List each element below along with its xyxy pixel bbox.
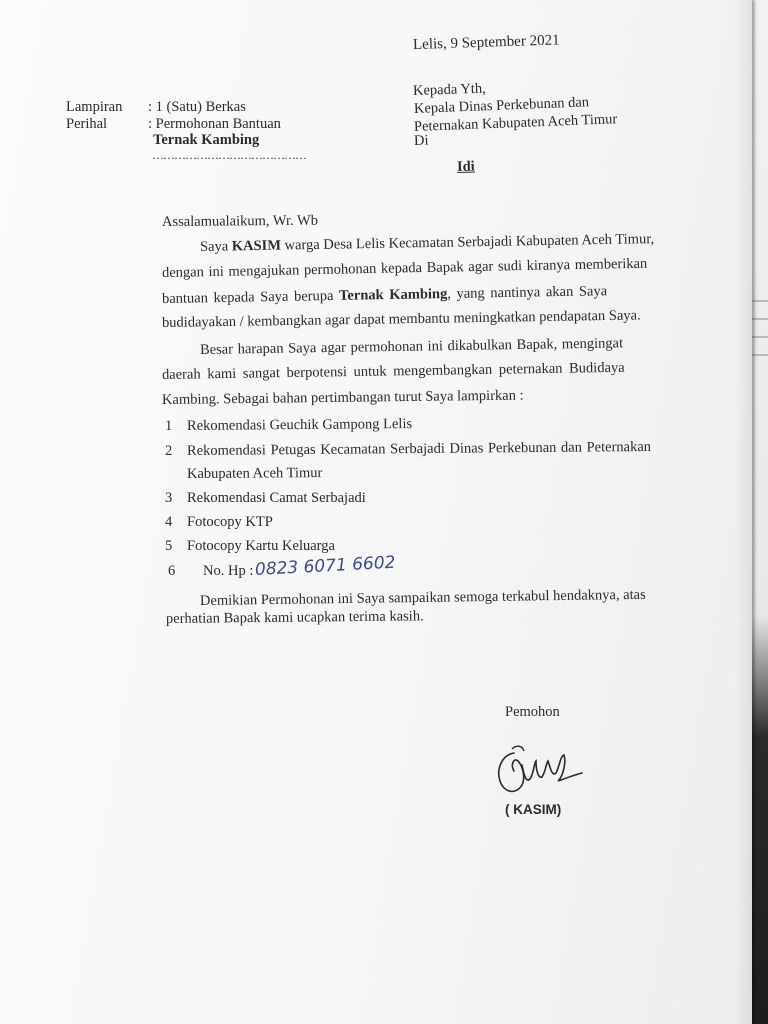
recipient-line-3: Peternakan Kabupaten Aceh Timur [413,111,618,135]
list-item-number: 4 [165,514,173,530]
para2-line-2: daerah kami sangat berpotensi untuk mengembangkan peternakan Budidaya [161,359,625,383]
list-item-continued: Kabupaten Aceh Timur [186,465,323,482]
perihal-label: Perihal [66,116,108,132]
para2-line-3: Kambing. Sebagai bahan pertimbangan turut Saya lampirkan : [161,387,524,408]
handwritten-phone-number: 0823 6071 6602 [254,552,396,580]
para1-line-1 [200,230,654,256]
para2-line-1: Besar harapan Saya agar permohonan ini dikabulkan Bapak, mengingat [199,335,624,358]
signature-image [492,735,587,805]
list-item: Fotocopy KTP [187,514,273,530]
recipient-place: Idi [456,158,475,175]
signer-role: Pemohon [505,704,560,720]
list-item-number: 3 [165,490,173,506]
para1-line-4: budidayakan / kembangkan agar dapat membantu meningkatkan pendapatan Saya. [161,307,641,331]
list-item-number: 2 [165,443,173,459]
perihal-value: : Permohonan Bantuan [148,116,281,132]
page-shadow [735,0,755,1024]
recipient-line-2: Kepala Dinas Perkebunan dan [413,94,590,117]
closing-line-2: perhatian Bapak kami ucapkan terima kasih. [165,608,424,627]
list-item-number: 6 [168,563,176,579]
para1-line-2: dengan ini mengajukan permohonan kepada Bapak agar sudi kiranya memberikan [161,255,648,281]
list-item: Rekomendasi Geuchik Gampong Lelis [186,416,413,434]
para1-text: warga Desa Lelis Kecamatan Serbajadi Kabupaten Aceh Timur, [280,231,655,254]
closing-line-1: Demikian Permohonan ini Saya sampaikan semoga terkabul hendaknya, atas [199,586,646,609]
letter-date: Lelis, 9 September 2021 [412,32,560,53]
lampiran-label: Lampiran [66,99,123,115]
list-item: Rekomendasi Petugas Kecamatan Serbajadi Dinas Perkebunan dan Peternakan [186,438,652,459]
recipient-line-1: Kepada Yth, [412,80,486,99]
list-item-number: 1 [165,418,173,434]
list-item: Rekomendasi Camat Serbajadi [187,490,366,506]
lampiran-value: : 1 (Satu) Berkas [148,99,246,115]
perihal-subject: Ternak Kambing [153,132,260,148]
list-item-number: 5 [165,538,173,554]
dotted-line: …………………………………… [152,148,306,162]
para1-text: , yang nantinya akan Saya [447,283,608,303]
applicant-name: KASIM [231,237,282,255]
aid-item: Ternak Kambing [338,286,448,304]
greeting: Assalamualaikum, Wr. Wb [161,212,319,230]
para1-text: bantuan kepada Saya berupa [161,287,340,307]
list-item: Fotocopy Kartu Keluarga [187,538,335,554]
signer-name: ( KASIM) [505,802,562,817]
para1-text: Saya [199,238,232,255]
phone-label: No. Hp : [203,563,254,579]
para1-line-3 [162,282,607,308]
recipient-line-4: Di [413,132,429,149]
